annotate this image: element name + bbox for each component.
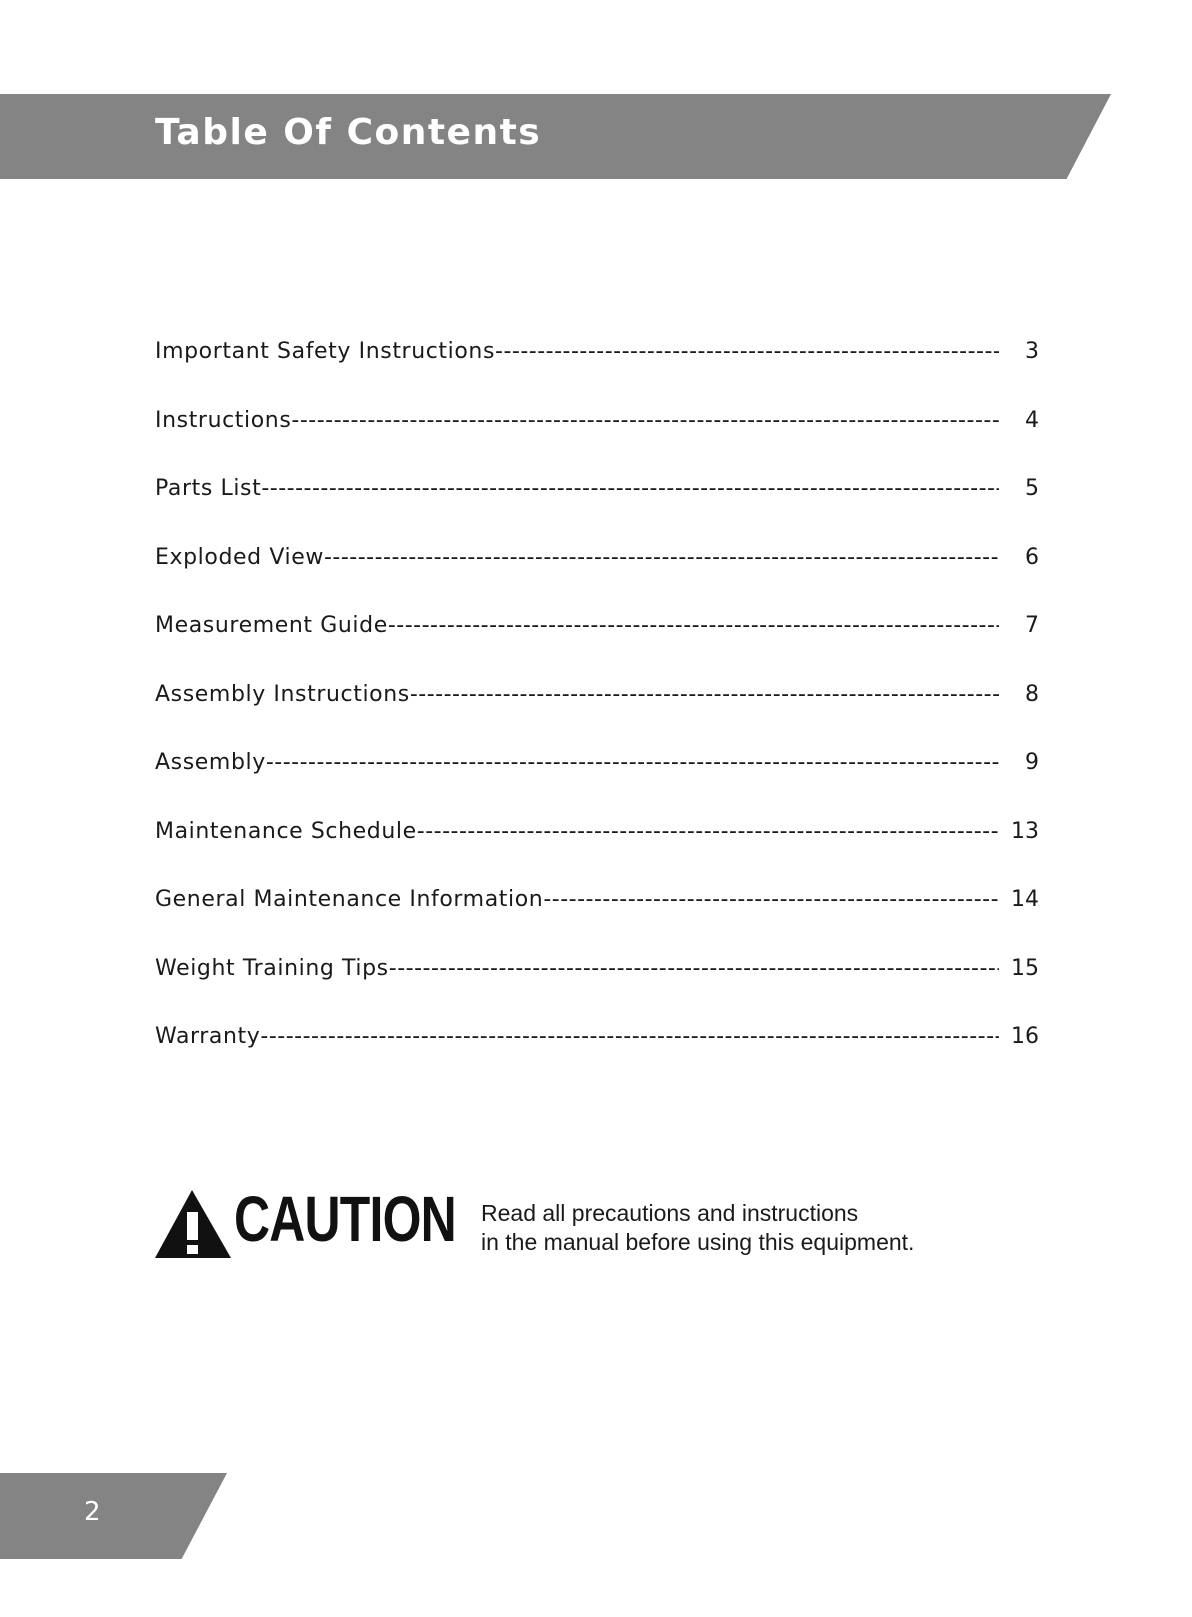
toc-leader	[261, 471, 999, 507]
toc-entry[interactable]	[155, 540, 1039, 609]
toc-entry-label: Weight Training Tips	[155, 955, 389, 981]
toc-entry[interactable]	[155, 608, 1039, 677]
toc-entry[interactable]	[155, 677, 1039, 746]
toc-entry-label: Warranty	[155, 1024, 261, 1049]
toc-entry[interactable]	[155, 951, 1039, 1020]
toc-entry-page: 7	[1025, 613, 1039, 638]
toc-entry[interactable]	[155, 334, 1039, 403]
toc-entry[interactable]	[155, 471, 1039, 540]
toc-entry-page: 8	[1025, 681, 1039, 707]
page-number: 2	[84, 1497, 101, 1527]
toc-leader	[291, 403, 999, 439]
toc-entry-label: General Maintenance Information	[155, 887, 544, 912]
warning-triangle-icon	[155, 1190, 235, 1260]
toc-leader	[543, 882, 999, 918]
toc-entry-page: 14	[1011, 887, 1039, 912]
toc-entry-page: 16	[1011, 1024, 1039, 1049]
toc-leader	[324, 540, 999, 576]
footer-band	[0, 1473, 227, 1559]
toc-entry-label: Assembly	[155, 750, 266, 775]
page-title: Table Of Contents	[155, 112, 542, 153]
toc-entry[interactable]	[155, 745, 1039, 814]
table-of-contents	[155, 334, 1039, 1088]
toc-entry-label: Measurement Guide	[155, 613, 388, 638]
toc-leader	[495, 334, 999, 370]
toc-entry-label: Instructions	[155, 407, 292, 433]
toc-entry[interactable]	[155, 1019, 1039, 1088]
toc-entry-label: Assembly Instructions	[155, 681, 410, 707]
caution-logo	[155, 1183, 456, 1260]
toc-entry-label: Exploded View	[155, 544, 324, 570]
toc-entry-page: 4	[1025, 407, 1039, 433]
toc-entry-page: 13	[1011, 818, 1039, 844]
caution-line-2: in the manual before using this equipment.	[481, 1229, 915, 1255]
caution-message	[481, 1199, 914, 1257]
toc-entry[interactable]	[155, 814, 1039, 883]
toc-leader	[266, 745, 999, 781]
toc-entry-page: 3	[1025, 339, 1039, 364]
toc-entry-page: 9	[1025, 750, 1039, 775]
toc-entry-label: Parts List	[155, 476, 262, 501]
caution-line-1: Read all precautions and instructions	[481, 1200, 859, 1226]
toc-entry-page: 5	[1025, 476, 1039, 501]
toc-entry-label: Important Safety Instructions	[155, 339, 496, 364]
toc-entry[interactable]	[155, 882, 1039, 951]
caution-heading: CAUTION	[234, 1183, 456, 1255]
toc-entry-page: 6	[1025, 544, 1039, 570]
toc-leader	[260, 1019, 999, 1055]
toc-leader	[389, 951, 999, 987]
toc-entry-page: 15	[1011, 955, 1039, 981]
toc-entry[interactable]	[155, 403, 1039, 472]
toc-leader	[388, 608, 999, 644]
toc-leader	[410, 677, 999, 713]
toc-entry-label: Maintenance Schedule	[155, 818, 417, 844]
toc-leader	[417, 814, 999, 850]
